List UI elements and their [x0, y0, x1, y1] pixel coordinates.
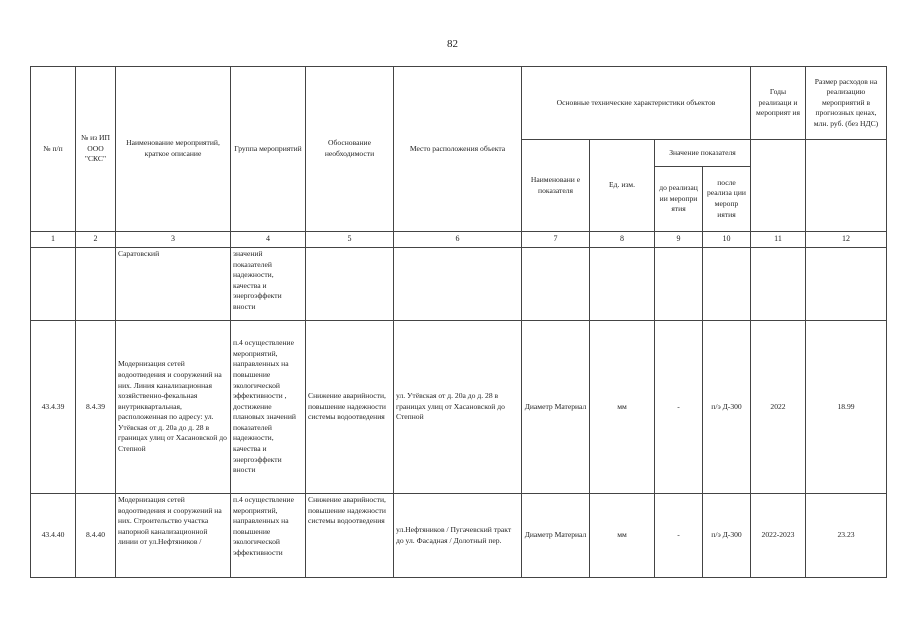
column-number: 12 [806, 232, 887, 248]
header-name: Наименование мероприятий, краткое описание [116, 67, 231, 232]
header-years-blank [751, 140, 806, 232]
row-after: п/э Д-300 [703, 494, 751, 578]
header-group: Группа мероприятий [231, 67, 306, 232]
header-tech: Основные технические характеристики объектов [522, 67, 751, 140]
row-justification: Снижение аварийности, повышение надежности системы водоотведения [306, 321, 394, 494]
row-years [751, 248, 806, 321]
row-location: ул. Утёвская от д. 20а до д. 28 в границах улиц от Хасановской до Степной [394, 321, 522, 494]
row-years: 2022 [751, 321, 806, 494]
header-location: Место расположения объекта [394, 67, 522, 232]
row-after [703, 248, 751, 321]
row-indicator [522, 248, 590, 321]
header-indicator-value: Значение показателя [655, 140, 751, 167]
row-after: п/э Д-300 [703, 321, 751, 494]
row-name: Модернизация сетей водоотведения и сооружений на них. Линия канализационная хозяйственно-фекальная внутриквартальная, расположенная по адресу: ул. Утёвская от д. 20а до д. 28 в границах улиц от Хасановской до Степной [116, 321, 231, 494]
column-number: 8 [590, 232, 655, 248]
header-unit: Ед. изм. [590, 140, 655, 232]
row-cost: 23.23 [806, 494, 887, 578]
row-location [394, 248, 522, 321]
column-number: 3 [116, 232, 231, 248]
row-location: ул.Нефтяников / Пугачевский тракт до ул. Фасадная / Долотный пер. [394, 494, 522, 578]
row-group: значений показателей надежности, качества и энергоэффекти вности [231, 248, 306, 321]
table-row [31, 494, 887, 578]
column-number: 11 [751, 232, 806, 248]
page-number: 82 [447, 38, 458, 50]
column-number: 6 [394, 232, 522, 248]
column-number: 9 [655, 232, 703, 248]
row-num: 43.4.40 [31, 494, 76, 578]
row-ip-num [76, 248, 116, 321]
row-cost: 18.99 [806, 321, 887, 494]
header-cost: Размер расходов на реализацию мероприятий в прогнозных ценах, млн. руб. (без НДС) [806, 67, 887, 140]
row-before: - [655, 321, 703, 494]
row-num [31, 248, 76, 321]
row-indicator: Диаметр Материал [522, 494, 590, 578]
row-indicator: Диаметр Материал [522, 321, 590, 494]
column-number: 10 [703, 232, 751, 248]
row-ip-num: 8.4.39 [76, 321, 116, 494]
row-group: п.4 осуществление мероприятий, направленных на повышение экологической эффективности , достижение плановых значений показателей надежности, качества и энергоэффекти вности [231, 321, 306, 494]
row-justification: Снижение аварийности, повышение надежности системы водоотведения [306, 494, 394, 578]
table-row [31, 248, 887, 321]
row-unit [590, 248, 655, 321]
table-row [31, 321, 887, 494]
row-num: 43.4.39 [31, 321, 76, 494]
row-name: Саратовский [116, 248, 231, 321]
column-number: 2 [76, 232, 116, 248]
column-numbers-row [31, 232, 887, 248]
header-years: Годы реализаци и мероприят ия [751, 67, 806, 140]
header-cost-blank [806, 140, 887, 232]
events-table [30, 66, 887, 578]
header-before: до реализац ии меропри ятия [655, 167, 703, 232]
header-num: № п/п [31, 67, 76, 232]
header-after: после реализа ции меропр иятия [703, 167, 751, 232]
row-cost [806, 248, 887, 321]
row-unit: мм [590, 494, 655, 578]
row-ip-num: 8.4.40 [76, 494, 116, 578]
row-group: п.4 осуществление мероприятий, направленных на повышение экологической эффективности [231, 494, 306, 578]
row-unit: мм [590, 321, 655, 494]
column-number: 1 [31, 232, 76, 248]
header-justification: Обоснование необходимости [306, 67, 394, 232]
row-name: Модернизация сетей водоотведения и сооружений на них. Строительство участка напорной канализационной линии от ул.Нефтяников / [116, 494, 231, 578]
row-before: - [655, 494, 703, 578]
row-years: 2022-2023 [751, 494, 806, 578]
column-number: 5 [306, 232, 394, 248]
row-before [655, 248, 703, 321]
column-number: 4 [231, 232, 306, 248]
header-ip-num: № из ИП ООО "СКС" [76, 67, 116, 232]
column-number: 7 [522, 232, 590, 248]
header-indicator-name: Наименовани е показателя [522, 140, 590, 232]
row-justification [306, 248, 394, 321]
